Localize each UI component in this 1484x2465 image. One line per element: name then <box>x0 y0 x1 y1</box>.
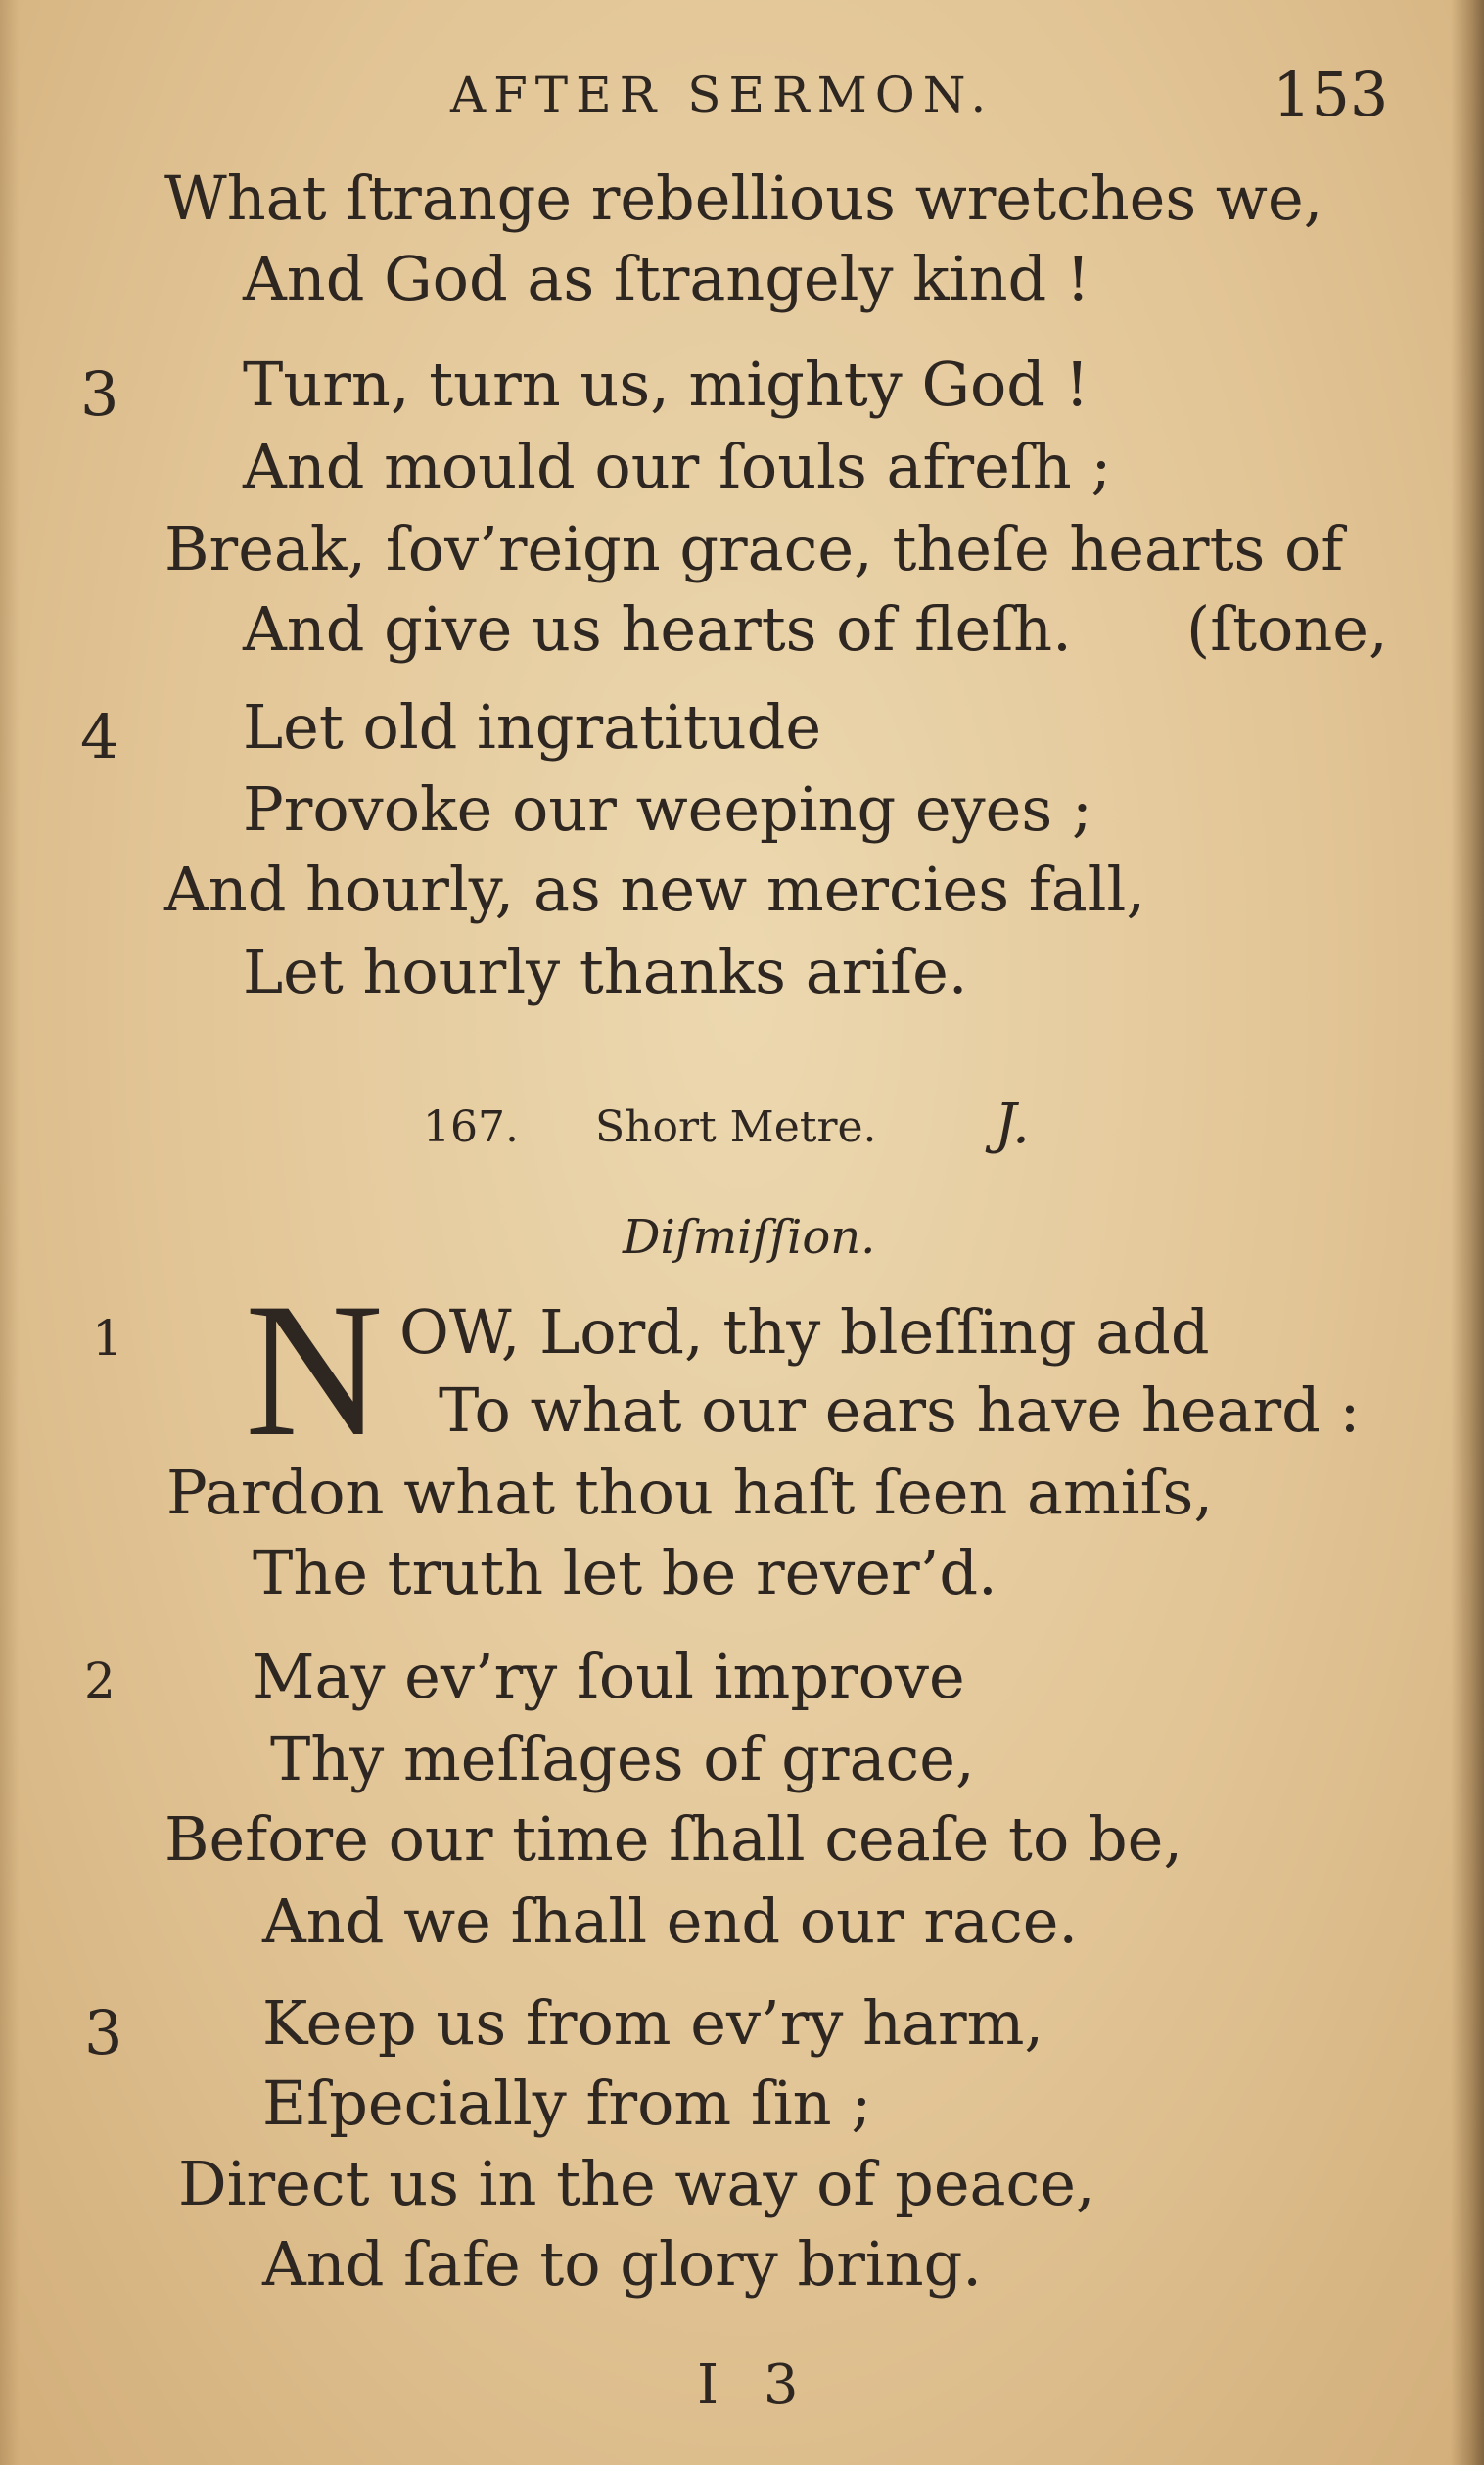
verse-line: Eſpecially from ſin ; <box>262 2068 872 2139</box>
page-edge-right <box>1451 0 1484 2465</box>
hymn-author: J. <box>995 1093 1030 1156</box>
verse-line: May ev’ry ſoul improve <box>253 1641 965 1712</box>
verse-line: Direct us in the way of peace, <box>178 2148 1095 2219</box>
stanza-number: 4 <box>80 701 119 772</box>
page-number: 153 <box>1273 59 1389 130</box>
verse-line: Turn, turn us, mighty God ! <box>243 349 1090 420</box>
stanza-number: 1 <box>92 1310 123 1367</box>
verse-line: Before our time ſhall ceaſe to be, <box>164 1803 1183 1875</box>
verse-line: Pardon what thou haſt ſeen amiſs, <box>166 1457 1214 1528</box>
verse-line: And give us hearts of fleſh. <box>243 593 1072 665</box>
verse-line: To what our ears have heard : <box>439 1374 1361 1446</box>
page-edge-left <box>0 0 20 2465</box>
verse-line: OW, Lord, thy bleſſing add <box>399 1296 1210 1368</box>
verse-line: Keep us from ev’ry harm, <box>262 1987 1044 2059</box>
verse-line: And hourly, as new mercies fall, <box>164 854 1146 925</box>
verse-line: And ſafe to glory bring. <box>262 2228 983 2300</box>
verse-line: What ſtrange rebellious wretches we, <box>164 163 1323 234</box>
verse-line: Break, ſov’reign grace, theſe hearts of <box>164 513 1344 584</box>
hymn-subtitle: Diſmiſſion. <box>623 1210 876 1265</box>
verse-line: And God as ſtrangely kind ! <box>243 243 1090 314</box>
verse-line: And we ſhall end our race. <box>262 1885 1079 1957</box>
verse-line: And mould our ſouls afreſh ; <box>243 431 1112 502</box>
verse-line: Provoke our weeping eyes ; <box>243 773 1092 845</box>
verse-line: The truth let be rever’d. <box>253 1537 997 1608</box>
verse-line: Thy meſſages of grace, <box>270 1723 975 1794</box>
stanza-number: 2 <box>84 1652 116 1709</box>
verse-turnover: (ſtone, <box>1186 593 1388 665</box>
verse-line: Let hourly thanks ariſe. <box>243 936 968 1007</box>
stanza-number: 3 <box>84 1997 123 2069</box>
hymn-number: 167. <box>423 1102 519 1152</box>
signature-mark: I 3 <box>697 2353 812 2417</box>
running-head: AFTER SERMON. <box>450 67 995 123</box>
stanza-number: 3 <box>80 358 119 430</box>
drop-cap: N <box>245 1264 384 1476</box>
verse-line: Let old ingratitude <box>243 691 822 763</box>
hymn-metre: Short Metre. <box>595 1102 877 1152</box>
